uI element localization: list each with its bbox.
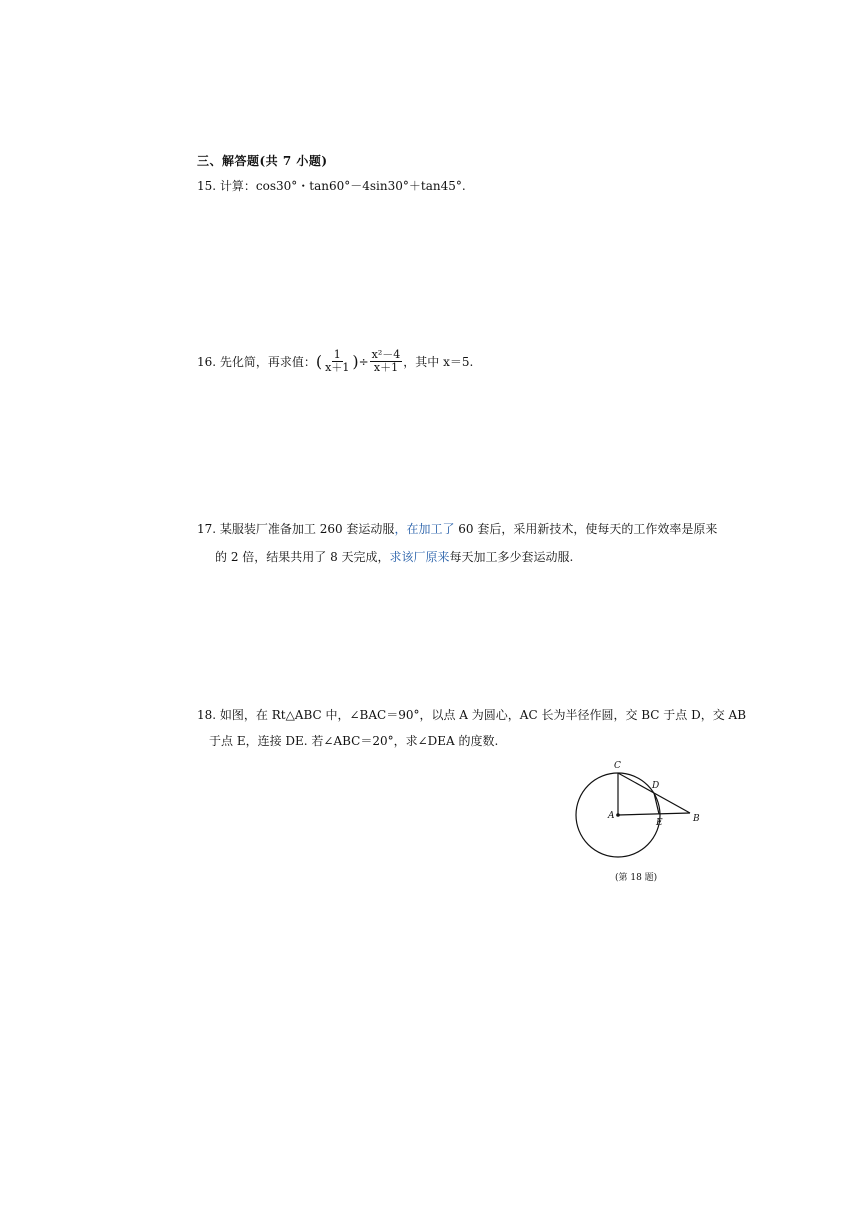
fraction-1 bbox=[323, 349, 351, 374]
question-17-highlight-a: ，在加工了 bbox=[394, 522, 455, 536]
question-17-line-2 bbox=[197, 547, 717, 567]
fraction-2-numerator: x²－4 bbox=[371, 348, 401, 361]
label-e: E bbox=[656, 818, 663, 828]
label-d: D bbox=[652, 781, 660, 791]
divide-operator: ÷ bbox=[358, 354, 369, 369]
label-a: A bbox=[608, 811, 615, 821]
fraction-2-denominator: x＋1 bbox=[373, 361, 399, 374]
question-17-text-c: 的 2 倍，结果共用了 8 天完成， bbox=[215, 550, 390, 564]
segment-ab bbox=[618, 813, 690, 815]
question-15: 15. 计算：cos30°・tan60°－4sin30°＋tan45°. bbox=[197, 179, 466, 193]
close-paren: ) bbox=[352, 351, 359, 371]
question-17-text-d: 每天加工多少套运动服. bbox=[449, 550, 574, 564]
label-b: B bbox=[693, 814, 700, 824]
section-title: 三、解答题(共 7 小题) bbox=[197, 154, 328, 168]
question-17-text-a: 17. 某服装厂准备加工 260 套运动服 bbox=[197, 522, 395, 536]
geometry-figure bbox=[570, 755, 720, 885]
fraction-2 bbox=[370, 349, 403, 374]
question-18 bbox=[197, 705, 746, 751]
question-17 bbox=[197, 519, 717, 567]
question-16 bbox=[197, 349, 473, 374]
question-18-line-2: 于点 E，连接 DE. 若∠ABC＝20°，求∠DEA 的度数. bbox=[209, 734, 499, 748]
question-17-highlight-b: 求该厂原来 bbox=[389, 550, 450, 564]
figure-caption: (第 18 题) bbox=[615, 873, 658, 883]
question-17-text-b: 60 套后，采用新技术，使每天的工作效率是原来 bbox=[454, 522, 718, 536]
open-paren: ( bbox=[315, 351, 323, 371]
question-16-suffix: ，其中 x＝5. bbox=[403, 354, 474, 369]
center-point bbox=[616, 813, 620, 817]
fraction-1-numerator: 1 bbox=[333, 348, 341, 361]
fraction-1-denominator: x＋1 bbox=[325, 361, 350, 374]
question-17-line-1 bbox=[197, 519, 717, 539]
question-18-line-1: 18. 如图，在 Rt△ABC 中，∠BAC＝90°，以点 A 为圆心，AC 长为半径作圆，交 BC 于点 D，交 AB bbox=[197, 708, 747, 722]
question-16-prefix: 16. 先化简，再求值： bbox=[197, 354, 316, 369]
label-c: C bbox=[614, 761, 621, 771]
